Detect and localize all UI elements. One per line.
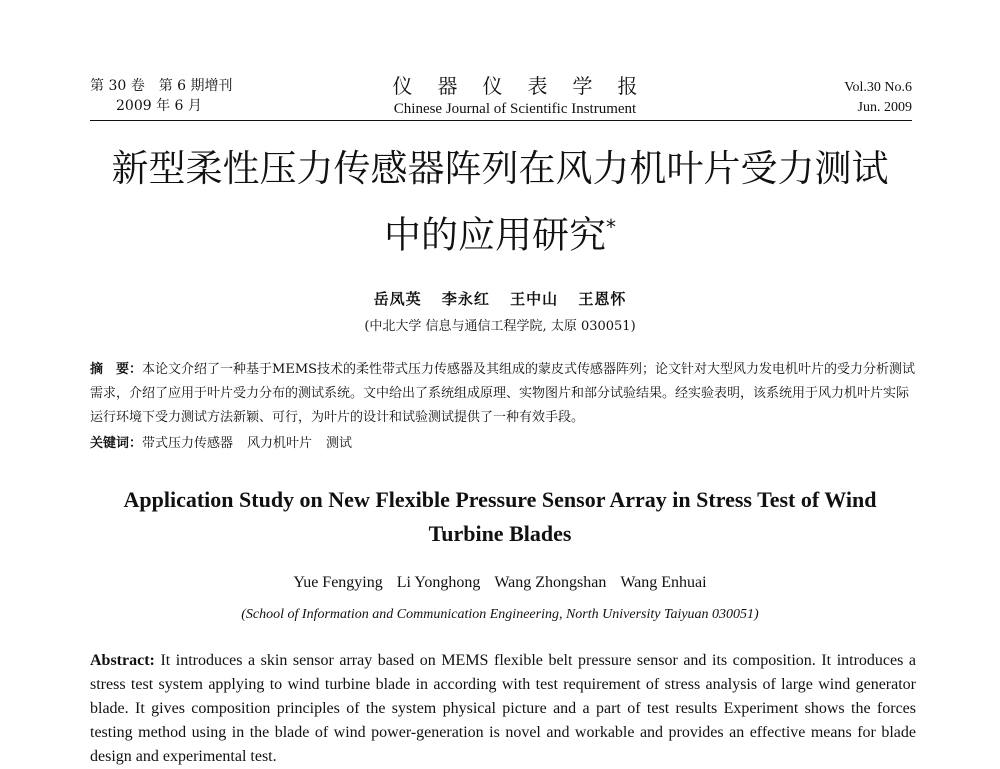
author-cn: 李永红 (441, 290, 490, 308)
affiliation-en: (School of Information and Communication Engineering, North University Taiyuan 030051) (241, 607, 759, 622)
header-rule (90, 120, 912, 121)
abstract-en (90, 649, 916, 769)
author-cn: 岳凤英 (373, 290, 422, 308)
keyword: 带式压力传感器 (142, 436, 234, 451)
keyword: 风力机叶片 (247, 436, 313, 451)
title-en (60, 483, 940, 551)
abstract-cn-label: 摘 要： (90, 362, 143, 377)
title-cn-line2: 中的应用研究 (384, 213, 606, 257)
author-cn: 王中山 (510, 290, 559, 308)
header-left (90, 76, 233, 116)
journal-name-en: Chinese Journal of Scientific Instrument (393, 101, 637, 117)
title-en-line1: Application Study on New Flexible Pressure Sensor Array in Stress Test of Wind (123, 487, 877, 512)
date-cn: 2009 年 6 月 (116, 98, 202, 114)
affiliation-cn: (中北大学 信息与通信工程学院, 太原 030051) (364, 319, 636, 334)
abstract-en-label: Abstract: (90, 652, 155, 669)
keywords-cn-label: 关键词： (90, 436, 143, 451)
author-cn: 王恩怀 (578, 290, 627, 308)
author-en: Wang Zhongshan (494, 574, 607, 591)
authors-cn (0, 288, 1000, 309)
footnote-mark: * (606, 215, 616, 239)
keywords-cn (90, 432, 366, 456)
title-en-line2: Turbine Blades (428, 521, 572, 546)
title-cn-line1: 新型柔性压力传感器阵列在风力机叶片受力测试 (111, 147, 889, 190)
journal-name-cn: 仪器仪表学报 (392, 74, 663, 98)
title-cn (60, 140, 940, 264)
abstract-cn (90, 358, 916, 430)
header-center (350, 73, 680, 119)
author-en: Yue Fengying (293, 574, 383, 591)
date-en: Jun. 2009 (857, 100, 912, 115)
author-en: Wang Enhuai (620, 574, 707, 591)
keyword: 测试 (326, 436, 353, 451)
abstract-cn-text: 本论文介绍了一种基于MEMS技术的柔性带式压力传感器及其组成的蒙皮式传感器阵列；论文针对大型风力发电机叶片的受力分析测试需求，介绍了应用于叶片受力分布的测试系统。文中给出了系统组成原理、实物图片和部分试验结果。经实验表明，该系统用于风力机叶片实际运行环境下受力测试方法新颖、可行，为叶片的设计和试验测试提供了一种有效手段。 (90, 362, 916, 425)
author-en: Li Yonghong (396, 574, 481, 591)
authors-en (0, 574, 1000, 592)
volume-cn: 第 30 卷 第 6 期增刊 (90, 78, 233, 94)
volume-en: Vol.30 No.6 (844, 80, 912, 95)
abstract-en-text: It introduces a skin sensor array based on MEMS flexible belt pressure sensor and its composition. It introduces a stress test system applying to wind turbine blade in according with test requirement of stress analysis of large wind generator blade. It gives composition principles of the system physical picture and a part of test results Experiment shows the forces testing method using in the blade of wind power-generation is novel and workable and provides an effective means for blade design and experimental test. (90, 652, 917, 765)
header-right (844, 78, 912, 118)
